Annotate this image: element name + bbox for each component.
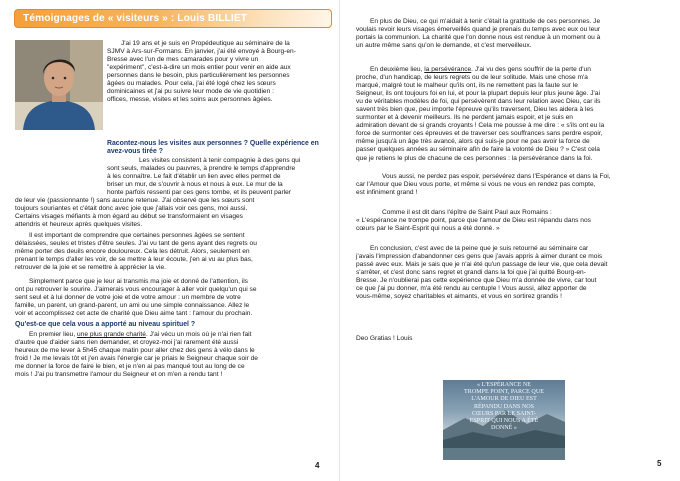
text-line — [356, 66, 670, 74]
text-line: briser un mur, de s'ouvrir à nous et nous à eux. Le mur de la — [107, 181, 283, 189]
image-quote-text — [449, 382, 559, 432]
lead-text: En premier lieu, — [29, 331, 78, 338]
text-line: de leur vie (passionnante !) sans aucune retenue. J'ai observé que les sœurs sont — [15, 197, 255, 205]
text-line: Les visites consistent à tenir compagnie à des gens qui — [139, 157, 301, 164]
text-line: Bresse avec l'un de mes camarades pour y vivre un — [107, 56, 259, 64]
question-1 — [107, 140, 331, 156]
text-line: même porter des deuils encore douloureux. Cela les détruit. Alors, seulement en — [15, 248, 250, 256]
underlined-text: la persévérance — [424, 66, 472, 73]
quote-line: CŒURS PAR LE SAINT- — [471, 410, 537, 417]
text-line: même jusqu'à un âge très avancé, alors qui suis-je pour ne pas avoir la force de — [356, 138, 590, 146]
text-line: « L'espérance ne trompe point, parce que l'amour de Dieu est répandu dans nos — [356, 217, 591, 225]
text-line: délaissées, seules et tristes d'être seules. J'ai vu tant de gens ayant des regrets ou — [15, 240, 257, 248]
paragraph-gratitude — [356, 18, 670, 50]
text-line: Certains visages méfiants à mon égard au début se transformaient en visages — [15, 213, 243, 221]
text-line: attendris et heureux après quelques visites. — [15, 221, 143, 229]
text-line: me donner la force de faire le bien, et je n'en ai pas manqué tout au long de ce — [15, 363, 245, 371]
paragraph-encourage — [15, 278, 331, 318]
text-line: En conclusion, c'est avec de la peine que je suis retourné au séminaire car — [370, 245, 589, 252]
quote-line: L'AMOUR DE DIEU EST — [471, 396, 537, 403]
text-line: Vous aussi, ne perdez pas espoir, persévérez dans l'Espérance et dans la Foi, — [382, 173, 611, 180]
text-line: un autre même sans qu'on le demande, et c'est merveilleux. — [356, 42, 532, 50]
text-line: dominicaines et j'ai pu suivre leur mode de vie quotidien : — [107, 88, 274, 96]
text-line — [15, 331, 331, 339]
text-line: portais la communion. La charité que l'on donne nous est rendue à un moment ou à — [356, 34, 601, 42]
text-line: prenant le temps d'aller les voir, de se mettre à leur écoute, j'en ai vu au plus bas, — [15, 256, 253, 264]
text-line: marqué, malgré tout le malheur qu'ils ont, ils ne remettent pas la faute sur le — [356, 82, 578, 90]
text-line: retrouver de la joie et se remettre à apprécier la vie. — [15, 264, 166, 272]
text-line: toujours souriantes et c'était donc avec joie que j'allais voir ces gens, moi aussi. — [15, 205, 248, 213]
quote-line: « L'ESPÉRANCE NE — [477, 382, 531, 388]
page-title: Témoignages de « visiteurs » : Louis BILLIET — [23, 13, 248, 24]
text-line: Il est important de comprendre que certaines personnes âgées se sentent — [29, 232, 245, 239]
text-line: heureux de me lever à 5h45 chaque matin pour aller chez des gens à vélo dans le — [15, 347, 255, 355]
text-line: savent très bien que, peu importe l'épreuve qu'ils traversent, Dieu les aidera à les — [356, 106, 594, 114]
text-line: s'arrêter, et c'est donc sans regret et grandi dans la foi que j'ai quitté Bourg-en- — [356, 269, 586, 277]
question-2: Qu'est-ce que cela vous a apporté au niveau spirituel ? — [15, 321, 196, 328]
quote-line: DONNÉ » — [491, 425, 517, 432]
text-line: voir et accomplissez cet acte de charité que Dieu aime tant : l'amour du prochain. — [15, 310, 253, 318]
text-line: ce que j'ai pu donner, m'a été rendu au centuple ! Vous aussi, allez apporter de — [356, 285, 587, 293]
text-line: Comme il est dit dans l'épître de Saint Paul aux Romains : — [382, 209, 552, 216]
text-line: admiration devant de si grands croyants ! Cela me pousse à me dire : « s'ils ont eu la — [356, 122, 605, 130]
text-line: "expériment", c'est-à-dire un mois entier pour venir en aide aux — [107, 64, 291, 72]
paragraph-elderly — [15, 232, 331, 272]
text-line: Seigneur, ils ont toujours foi en lui, et pour la plupart depuis leur plus jeune âge. J'ai — [356, 90, 600, 98]
text-line: est infiniment grand ! — [356, 189, 418, 197]
paragraph-romans — [356, 209, 670, 233]
quote-image — [443, 380, 565, 460]
text-line: passer quelques années au séminaire afin de faire la volonté de Dieu ? » C'est cela — [356, 146, 600, 154]
paragraph-visits — [15, 157, 331, 229]
text-fragment: . J'ai vécu un mois où je n'ai rien fait — [145, 331, 252, 338]
text-line: car l'Amour que Dieu vous porte, et même si vous ne vous en rendez pas compte, — [356, 181, 596, 189]
text-line: personnes dans le besoin, plus particulièrement les personnes — [107, 72, 290, 80]
intro-paragraph — [107, 40, 331, 104]
signature: Deo Gratias ! Louis — [356, 335, 413, 342]
text-line: surmonter et à devenir meilleurs. Ils ne perdent jamais espoir, et je suis en — [356, 114, 573, 122]
text-line: Simplement parce que je leur ai transmis ma joie et donné de l'attention, ils — [29, 278, 248, 285]
text-line: J'ai 19 ans et je suis en Propédeutique au séminaire de la — [121, 40, 290, 47]
quote-line: TROMPE POINT, PARCE QUE — [464, 389, 544, 396]
text-line: proche, d'un handicap, de leurs regrets ou de leur solitude. Mais une chose m'a — [356, 74, 588, 82]
text-line: passé avec eux. Mais je sais que je n'ai été qu'un passage de leur vie, que cela devait — [356, 261, 608, 269]
page-number-left: 4 — [315, 461, 320, 470]
paragraph-hope — [356, 173, 670, 197]
text-line: vu de véritables modèles de foi, qui persévèrent dans leur relation avec Dieu, car ils — [356, 98, 601, 106]
text-line: force de surmonter ces épreuves et de traverser ces souffrances sans perdre espoir, — [356, 130, 603, 138]
text-line: froid ! Je me levais tôt et j'en avais l'énergie car je priais le Seigneur chaque soir de — [15, 355, 258, 363]
text-line: mois ! J'ai pu transmettre l'amour du Seigneur et on m'en a rendu tant ! — [15, 371, 223, 379]
text-line: ont pu retrouver le sourire. J'aimerais vous encourager à aller voir quelqu'un qui se — [15, 286, 257, 294]
paragraph-perseverance — [356, 66, 670, 163]
portrait-illustration — [15, 40, 103, 130]
portrait-photo — [15, 40, 103, 130]
lead-text: En deuxième lieu, — [370, 66, 425, 73]
text-line: d'autre que d'aider sans rien demander, et croyez-moi j'ai rarement été aussi — [15, 339, 239, 347]
paragraph-conclusion — [356, 245, 670, 301]
text-line: famille, un parent, un grand-parent, un ami ou une simple connaissance. Allez le — [15, 302, 250, 310]
text-line: j'avais l'impression d'abandonner ces gens que j'avais appris à aimer durant ce mois — [356, 253, 603, 261]
page-number-right: 5 — [657, 459, 662, 468]
text-fragment: . J'ai vu des gens souffrir de la perte d'un — [471, 66, 591, 73]
text-line: sont seuls, malades ou pauvres, à prendre le temps d'apprendre — [107, 165, 296, 173]
text-line: Bresse. Je n'oublierai pas cette expérience que Dieu m'a donnée de vivre, car tout — [356, 277, 597, 285]
text-line: vous-même, soyez charitables et aimants, et vous en sortirez grandis ! — [356, 293, 562, 301]
question-line: avez-vous tirée ? — [107, 148, 163, 156]
quote-line: RÉPANDU DANS NOS — [473, 403, 535, 410]
quote-line: ESPRIT QUI NOUS A ÉTÉ — [469, 418, 539, 425]
text-line: que je retiens le plus de chacune de ces personnes : la persévérance dans la foi. — [356, 154, 593, 162]
question-line: Racontez-nous les visites aux personnes ? Quelle expérience en — [107, 140, 319, 147]
text-line: voulais revoir leurs visages émerveillés quand je prenais du temps avec eux ou leur — [356, 26, 601, 34]
text-line: à les connaître. Le fait d'établir un lien avec elles permet de — [107, 173, 281, 181]
text-line: SJMV à Ars-sur-Formans. En janvier, j'ai été envoyé à Bourg-en- — [107, 48, 296, 56]
text-line: cœurs par le Saint-Esprit qui nous a été donné. » — [356, 225, 500, 233]
title-banner — [14, 9, 332, 28]
text-line: honte parfois ressenti par ces gens tombe, et ils peuvent parler — [107, 189, 291, 197]
text-line: âgées ou malades. Pour cela, j'ai été logé chez les sœurs — [107, 80, 276, 88]
underlined-text: une plus grande charité — [77, 331, 146, 338]
text-line: offices, messe, visites et les soins aux personnes âgées. — [107, 96, 273, 104]
text-line: En plus de Dieu, ce qui m'aidait à tenir c'était la gratitude de ces personnes. Je — [370, 18, 601, 25]
text-line: sent seul et à lui donner de votre joie et de votre amour : un membre de votre — [15, 294, 241, 302]
paragraph-charity — [15, 331, 331, 379]
